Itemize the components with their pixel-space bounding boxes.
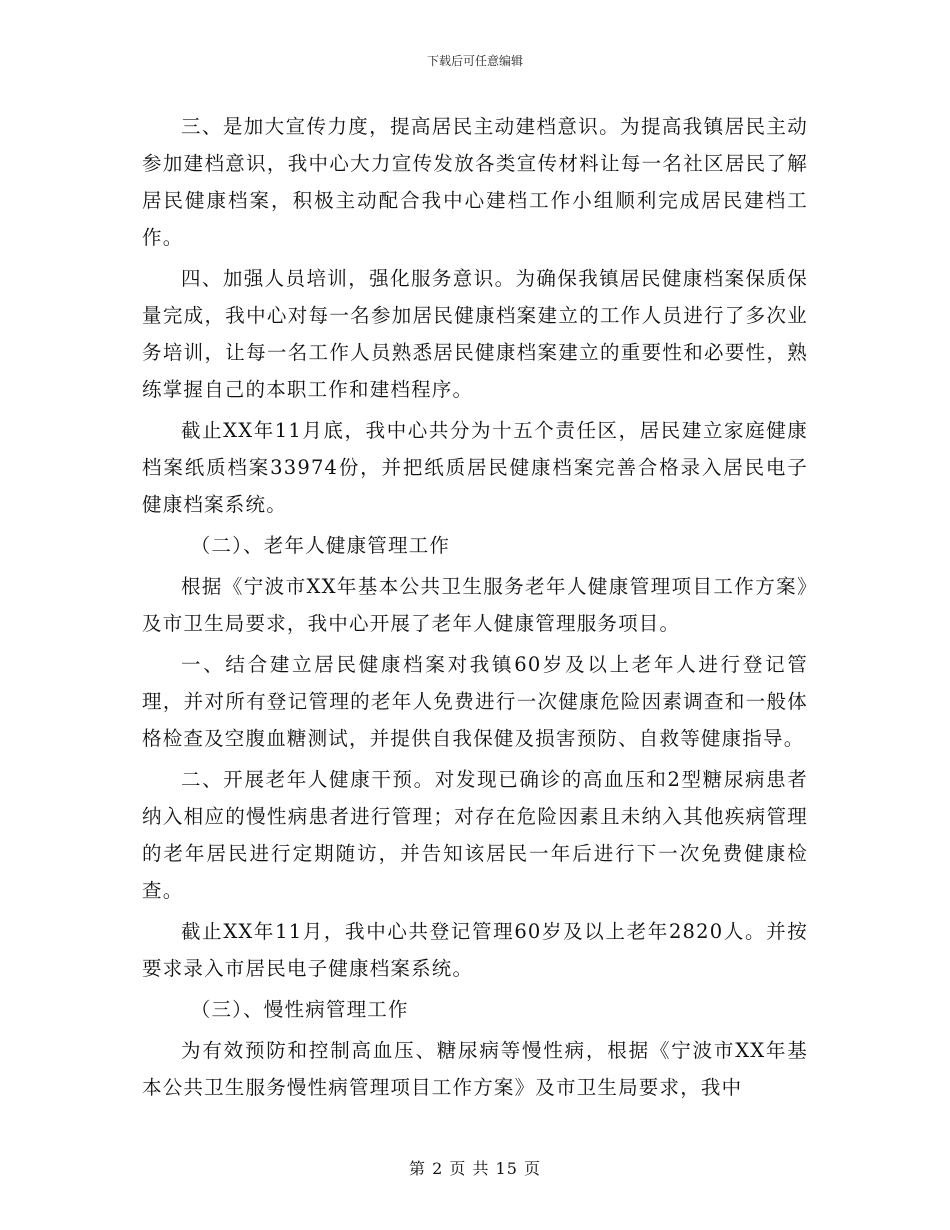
paragraph-chronic-basis: 为有效预防和控制高血压、糖尿病等慢性病，根据《宁波市XX年基本公共卫生服务慢性病管理项目工作方案》及市卫生局要求，我中 [142,1039,808,1099]
paragraph-training: 四、加强人员培训，强化服务意识。为确保我镇居民健康档案保质保量完成，我中心对每一名参加居民健康档案建立的工作人员进行了多次业务培训，让每一名工作人员熟悉居民健康档案建立的重要性和必要性，熟练掌握自己的本职工作和建档程序。 [142,267,808,401]
paragraph-archive-stats: 截止XX年11月底，我中心共分为十五个责任区，居民建立家庭健康档案纸质档案33974份，并把纸质居民健康档案完善合格录入居民电子健康档案系统。 [142,419,808,516]
paragraph-elderly-intervention: 二、开展老年人健康干预。对发现已确诊的高血压和2型糖尿病患者纳入相应的慢性病患者进行管理；对存在危险因素且未纳入其他疾病管理的老年居民进行定期随访，并告知该居民一年后进行下一次免费健康检查。 [142,768,808,902]
page-header-note: 下载后可任意编辑 [426,54,523,68]
page-number: 第 2 页 共 15 页 [409,1159,541,1178]
paragraph-elderly-registration: 一、结合建立居民健康档案对我镇60岁及以上老年人进行登记管理，并对所有登记管理的老年人免费进行一次健康危险因素调查和一般体格检查及空腹血糖测试，并提供自我保健及损害预防、自救等健康指导。 [142,653,808,750]
paragraph-elderly-basis: 根据《宁波市XX年基本公共卫生服务老年人健康管理项目工作方案》及市卫生局要求，我中心开展了老年人健康管理服务项目。 [142,575,808,635]
paragraph-publicity: 三、是加大宣传力度，提高居民主动建档意识。为提高我镇居民主动参加建档意识，我中心大力宣传发放各类宣传材料让每一名社区居民了解居民健康档案，积极主动配合我中心建档工作小组顺利完成居民建档工作。 [142,115,808,249]
document-body [142,108,808,1110]
section-heading-elderly: （二）、老年人健康管理工作 [190,534,451,557]
paragraph-elderly-stats: 截止XX年11月，我中心共登记管理60岁及以上老年2820人。并按要求录入市居民电子健康档案系统。 [142,920,808,980]
section-heading-chronic: （三）、慢性病管理工作 [190,998,409,1021]
